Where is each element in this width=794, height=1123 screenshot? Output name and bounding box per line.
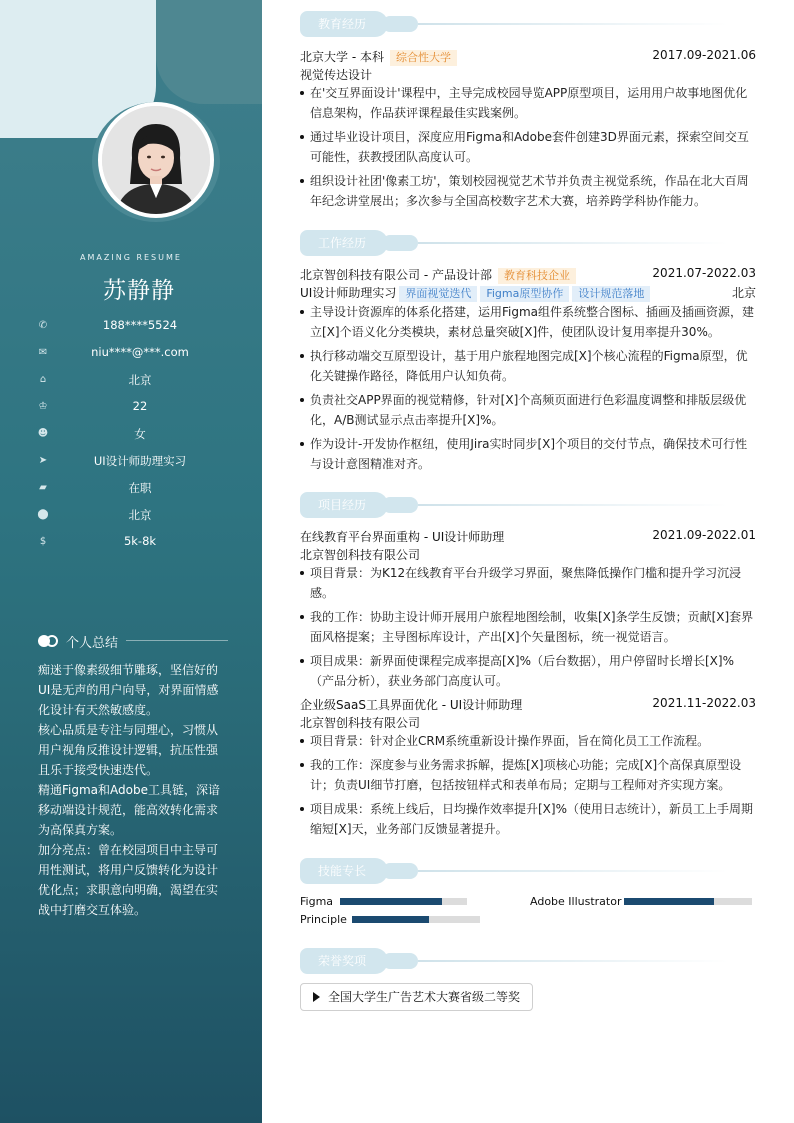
age-value: 22: [132, 399, 148, 413]
company-tag: 教育科技企业: [498, 268, 576, 284]
role-tag: 界面视觉迭代: [399, 286, 477, 302]
cake-icon: ♔: [38, 401, 48, 412]
work-bullets: [300, 302, 756, 478]
skill-item: [530, 895, 752, 909]
skill-name: Principle: [300, 913, 347, 926]
list-item: 项目背景：为K12在线教育平台升级学习界面，聚焦降低操作门槛和提升学习沉浸感。: [300, 563, 756, 603]
salary-value: 5k-8k: [123, 534, 157, 548]
briefcase-icon: ▰: [39, 482, 47, 493]
project-bullets: [300, 563, 756, 695]
project-name: 在线教育平台界面重构 - UI设计师助理: [300, 530, 505, 544]
info-row-age: [0, 397, 262, 424]
work-header-row: [300, 266, 756, 284]
role-tag: 设计规范落地: [572, 286, 650, 302]
play-triangle-icon: [313, 992, 320, 1002]
skill-bar-fill: [624, 898, 714, 905]
school-tag: 综合性大学: [390, 50, 457, 66]
phone-icon: ✆: [38, 320, 48, 331]
summary-header: [38, 632, 228, 650]
list-item: 项目成果：新界面使课程完成率提高[X]%（后台数据），用户停留时长增长[X]%（产品分析），获业务部门高度认可。: [300, 651, 756, 691]
work-role-row: [300, 284, 756, 302]
summary-paragraph: 精通Figma和Adobe工具链，深谙移动端设计规范，能高效转化需求为高保真方案。: [38, 783, 220, 837]
skill-bar-track: [352, 916, 480, 923]
section-header-education: [300, 11, 730, 37]
home-icon: ⌂: [39, 374, 47, 385]
section-header-work: [300, 230, 730, 256]
project-header-row: [300, 696, 756, 714]
target-city-value: 北京: [128, 508, 152, 522]
gender-icon: ☻: [37, 428, 49, 439]
list-item: 执行移动端交互原型设计，基于用户旅程地图完成[X]个核心流程的Figma原型，优化关键操作路径，降低用户认知负荷。: [300, 346, 756, 386]
section-header-awards: [300, 948, 730, 974]
summary-body: [38, 660, 228, 920]
avatar: [98, 102, 214, 218]
award-item: [300, 983, 533, 1011]
education-major-row: [300, 66, 756, 84]
list-item: 在'交互界面设计'课程中，主导完成校园导览APP原型项目，运用用户故事地图优化信息架构，作品获评课程最佳实践案例。: [300, 83, 756, 123]
hometown-value: 北京: [128, 373, 152, 387]
list-item: 项目成果：系统上线后，日均操作效率提升[X]%（使用日志统计），新员工上手周期缩短[X]天，业务部门反馈显著提升。: [300, 799, 756, 839]
section-title: 项目经历: [300, 492, 388, 518]
school-name: 北京大学 - 本科: [300, 50, 384, 64]
email-value: niu****@***.com: [91, 345, 189, 359]
info-row-gender: [0, 424, 262, 451]
role-tag: Figma原型协作: [480, 286, 569, 302]
section-title: 工作经历: [300, 230, 388, 256]
project-period: 2021.09-2022.01: [652, 528, 756, 542]
project-header-row: [300, 528, 756, 546]
status-value: 在职: [128, 481, 152, 495]
avatar-portrait-image: [102, 106, 210, 214]
project-bullets: [300, 731, 756, 843]
info-row-email: [0, 343, 262, 370]
section-title: 教育经历: [300, 11, 388, 37]
info-row-target-position: [0, 451, 262, 478]
skill-name: Figma: [300, 895, 334, 908]
list-item: 我的工作：深度参与业务需求拆解，提炼[X]项核心功能；完成[X]个高保真原型设计；负责UI细节打磨，包括按钮样式和表单布局；定期与工程师对齐实现方案。: [300, 755, 756, 795]
project-company-row: [300, 714, 756, 732]
list-item: 通过毕业设计项目，深度应用Figma和Adobe套件创建3D界面元素，探索空间交互可能性，获教授团队高度认可。: [300, 127, 756, 167]
list-item: 项目背景：针对企业CRM系统重新设计操作界面，旨在简化员工工作流程。: [300, 731, 756, 751]
list-item: 负责社交APP界面的视觉精修，针对[X]个高频页面进行色彩温度调整和排版层级优化，A/B测试显示点击率提升[X]%。: [300, 390, 756, 430]
skill-bar-track: [340, 898, 467, 905]
company-name: 北京智创科技有限公司 - 产品设计部: [300, 268, 492, 282]
section-title: 荣誉奖项: [300, 948, 388, 974]
money-icon: $: [39, 536, 47, 547]
work-period: 2021.07-2022.03: [652, 266, 756, 280]
skill-bar-fill: [352, 916, 429, 923]
section-header-projects: [300, 492, 730, 518]
skill-item: [300, 913, 480, 927]
contact-info-list: [0, 316, 262, 559]
resume-tagline: AMAZING RESUME: [80, 253, 182, 262]
info-row-target-city: [0, 505, 262, 532]
award-name: 全国大学生广告艺术大赛省级二等奖: [328, 990, 521, 1004]
project-period: 2021.11-2022.03: [652, 696, 756, 710]
section-header-skills: [300, 858, 730, 884]
decorative-corner-panel: [156, 0, 262, 104]
project-name: 企业级SaaS工具界面优化 - UI设计师助理: [300, 698, 523, 712]
summary-dots-icon: [38, 635, 58, 647]
target-position-value: UI设计师助理实习: [93, 454, 187, 468]
sidebar: [0, 0, 262, 1123]
education-period: 2017.09-2021.06: [652, 48, 756, 62]
info-row-hometown: [0, 370, 262, 397]
info-row-status: [0, 478, 262, 505]
info-row-salary: [0, 532, 262, 559]
skill-bar-fill: [340, 898, 442, 905]
list-item: 作为设计-开发协作枢纽，使用Jira实时同步[X]个项目的交付节点，确保技术可行性与设计意图精准对齐。: [300, 434, 756, 474]
role-title: UI设计师助理实习: [300, 286, 397, 300]
summary-paragraph: 痴迷于像素级细节雕琢，坚信好的UI是无声的用户向导，对界面情感化设计有天然敏感度。: [38, 663, 219, 717]
summary-paragraph: 加分亮点：曾在校园项目中主导可用性测试，将用户反馈转化为设计优化点；求职意向明确，渴望在实战中打磨交互体验。: [38, 843, 219, 917]
email-icon: ✉: [38, 347, 48, 358]
phone-value: 188****5524: [102, 318, 178, 332]
major: 视觉传达设计: [300, 68, 373, 82]
skill-item: [300, 895, 468, 909]
gender-value: 女: [134, 427, 146, 441]
project-company: 北京智创科技有限公司: [300, 548, 421, 562]
send-icon: ➤: [38, 455, 48, 466]
candidate-name: 苏静静: [103, 278, 175, 304]
info-row-phone: [0, 316, 262, 343]
summary-title: 个人总结: [66, 636, 119, 651]
main-content: [300, 0, 756, 1123]
education-bullets: [300, 83, 756, 215]
project-company-row: [300, 546, 756, 564]
summary-divider: [126, 640, 228, 641]
project-company: 北京智创科技有限公司: [300, 716, 421, 730]
skill-bar-track: [624, 898, 752, 905]
list-item: 主导设计资源库的体系化搭建，运用Figma组件系统整合图标、插画及插画资源，建立[X]个语义化分类模块，素材总量突破[X]件，使团队设计复用率提升30%。: [300, 302, 756, 342]
section-title: 技能专长: [300, 858, 388, 884]
summary-paragraph: 核心品质是专注与同理心，习惯从用户视角反推设计逻辑，抗压性强且乐于接受快速迭代。: [38, 723, 219, 777]
list-item: 组织设计社团'像素工坊'，策划校园视觉艺术节并负责主视觉系统，作品在北大百周年纪念讲堂展出；多次参与全国高校数字艺术大赛，培养跨学科协作能力。: [300, 171, 756, 211]
list-item: 我的工作：协助主设计师开展用户旅程地图绘制，收集[X]条学生反馈；贡献[X]套界面风格提案；主导图标库设计，产出[X]个矢量图标，统一视觉语言。: [300, 607, 756, 647]
skill-name: Adobe Illustrator: [530, 895, 622, 908]
education-header-row: [300, 48, 756, 66]
location-pin-icon: ⬤: [37, 509, 49, 520]
work-city: 北京: [731, 286, 756, 300]
